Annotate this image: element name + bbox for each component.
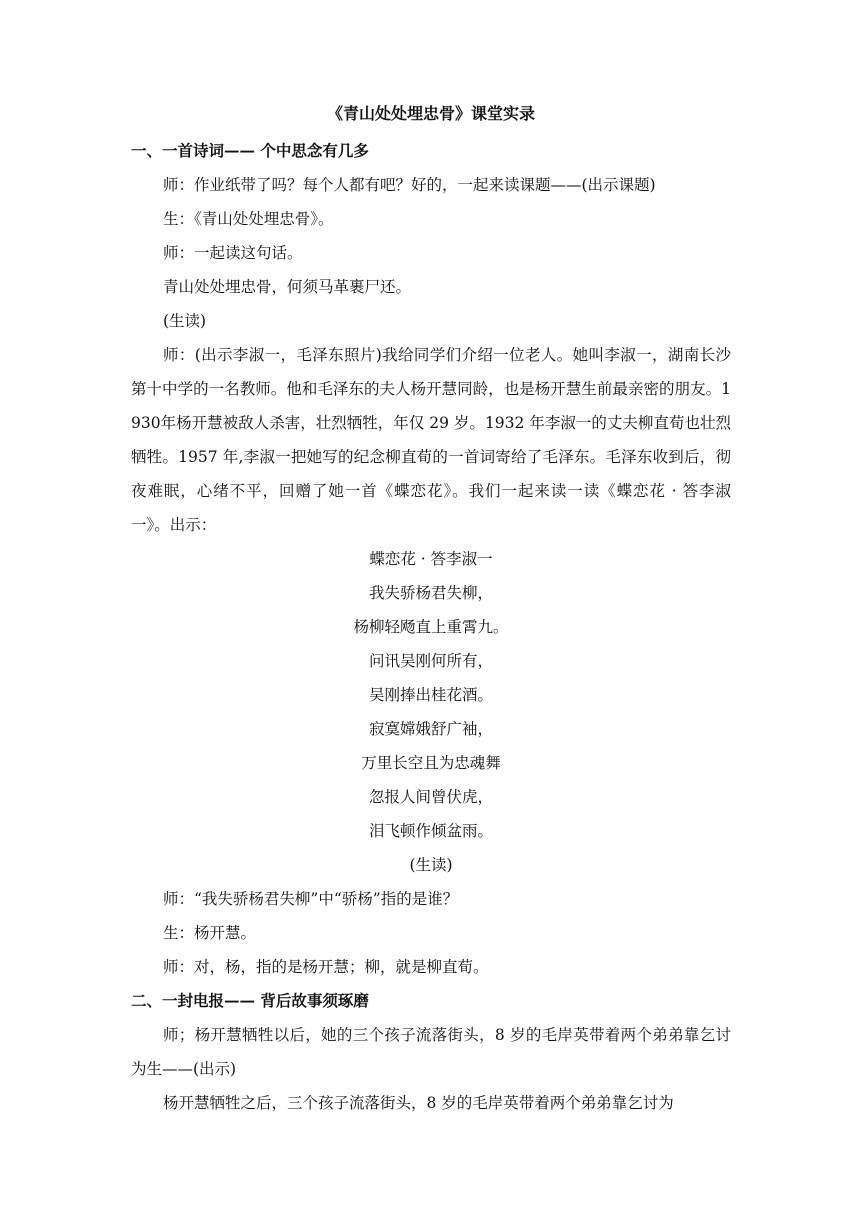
paragraph-line: 生：《青山处处埋忠骨》。	[163, 210, 334, 228]
dialogue-line: 师：对，杨，指的是杨开慧；柳，就是柳直荀。	[163, 958, 489, 976]
dialogue-line: 生：杨开慧。	[163, 924, 257, 942]
poem-line: 寂寞嫦娥舒广袖，	[368, 720, 493, 738]
poem-line: 万里长空且为忠魂舞	[361, 754, 501, 772]
document-page	[131, 94, 731, 1120]
paragraph-line: 青山处处埋忠骨，何须马革裹尸还。	[163, 278, 412, 296]
poem-title: 蝶恋花 · 答李淑一	[369, 550, 493, 568]
poem-line: 泪飞顿作倾盆雨。	[368, 822, 493, 840]
poem-line: 问讯吴刚何所有，	[368, 652, 493, 670]
section-heading-1: 一、一首诗词—— 个中思念有几多	[131, 141, 369, 160]
paragraph-line: (生读)	[163, 312, 207, 330]
section2-paragraph-1: 师；杨开慧牺牲以后，她的三个孩子流落街头，8 岁的毛岸英带着两个弟弟靠乞讨为生——(出示)	[131, 1026, 731, 1078]
poem-line: 吴刚捧出桂花酒。	[368, 686, 493, 704]
poem-line: 我失骄杨君失柳，	[368, 584, 493, 602]
paragraph-line: 师：一起读这句话。	[163, 244, 303, 262]
document-title: 《青山处处埋忠骨》课堂实录	[326, 104, 535, 123]
section2-paragraph-2: 杨开慧牺牲之后，三个孩子流落街头，8 岁的毛岸英带着两个弟弟靠乞讨为	[163, 1094, 674, 1112]
poem-line: 忽报人间曾伏虎，	[368, 788, 493, 806]
poem-block	[131, 542, 731, 882]
intro-paragraph: 师：(出示李淑一，毛泽东照片)我给同学们介绍一位老人。她叫李淑一，湖南长沙第十中学的一名教师。他和毛泽东的夫人杨开慧同龄，也是杨开慧生前最亲密的朋友。1930年杨开慧被敌人杀害，壮烈牺牲，年仅 29 岁。1932 年李淑一的丈夫柳直荀也壮烈牺牲。1957 年,李淑一把她写的纪念柳直荀的一首词寄给了毛泽东。毛泽东收到后，彻夜难眠，心绪不平，回赠了她一首《蝶恋花》。我们一起来读一读《蝶恋花 · 答李淑一》。出示：	[131, 346, 731, 534]
poem-line: 杨柳轻飏直上重霄九。	[353, 618, 509, 636]
section-heading-2: 二、一封电报—— 背后故事须琢磨	[131, 991, 369, 1010]
paragraph-line: 师：作业纸带了吗？每个人都有吧？好的，一起来读课题——(出示课题)	[163, 176, 656, 194]
dialogue-line: 师：“我失骄杨君失柳”中“骄杨”指的是谁？	[163, 890, 459, 908]
poem-note: (生读)	[409, 856, 453, 874]
